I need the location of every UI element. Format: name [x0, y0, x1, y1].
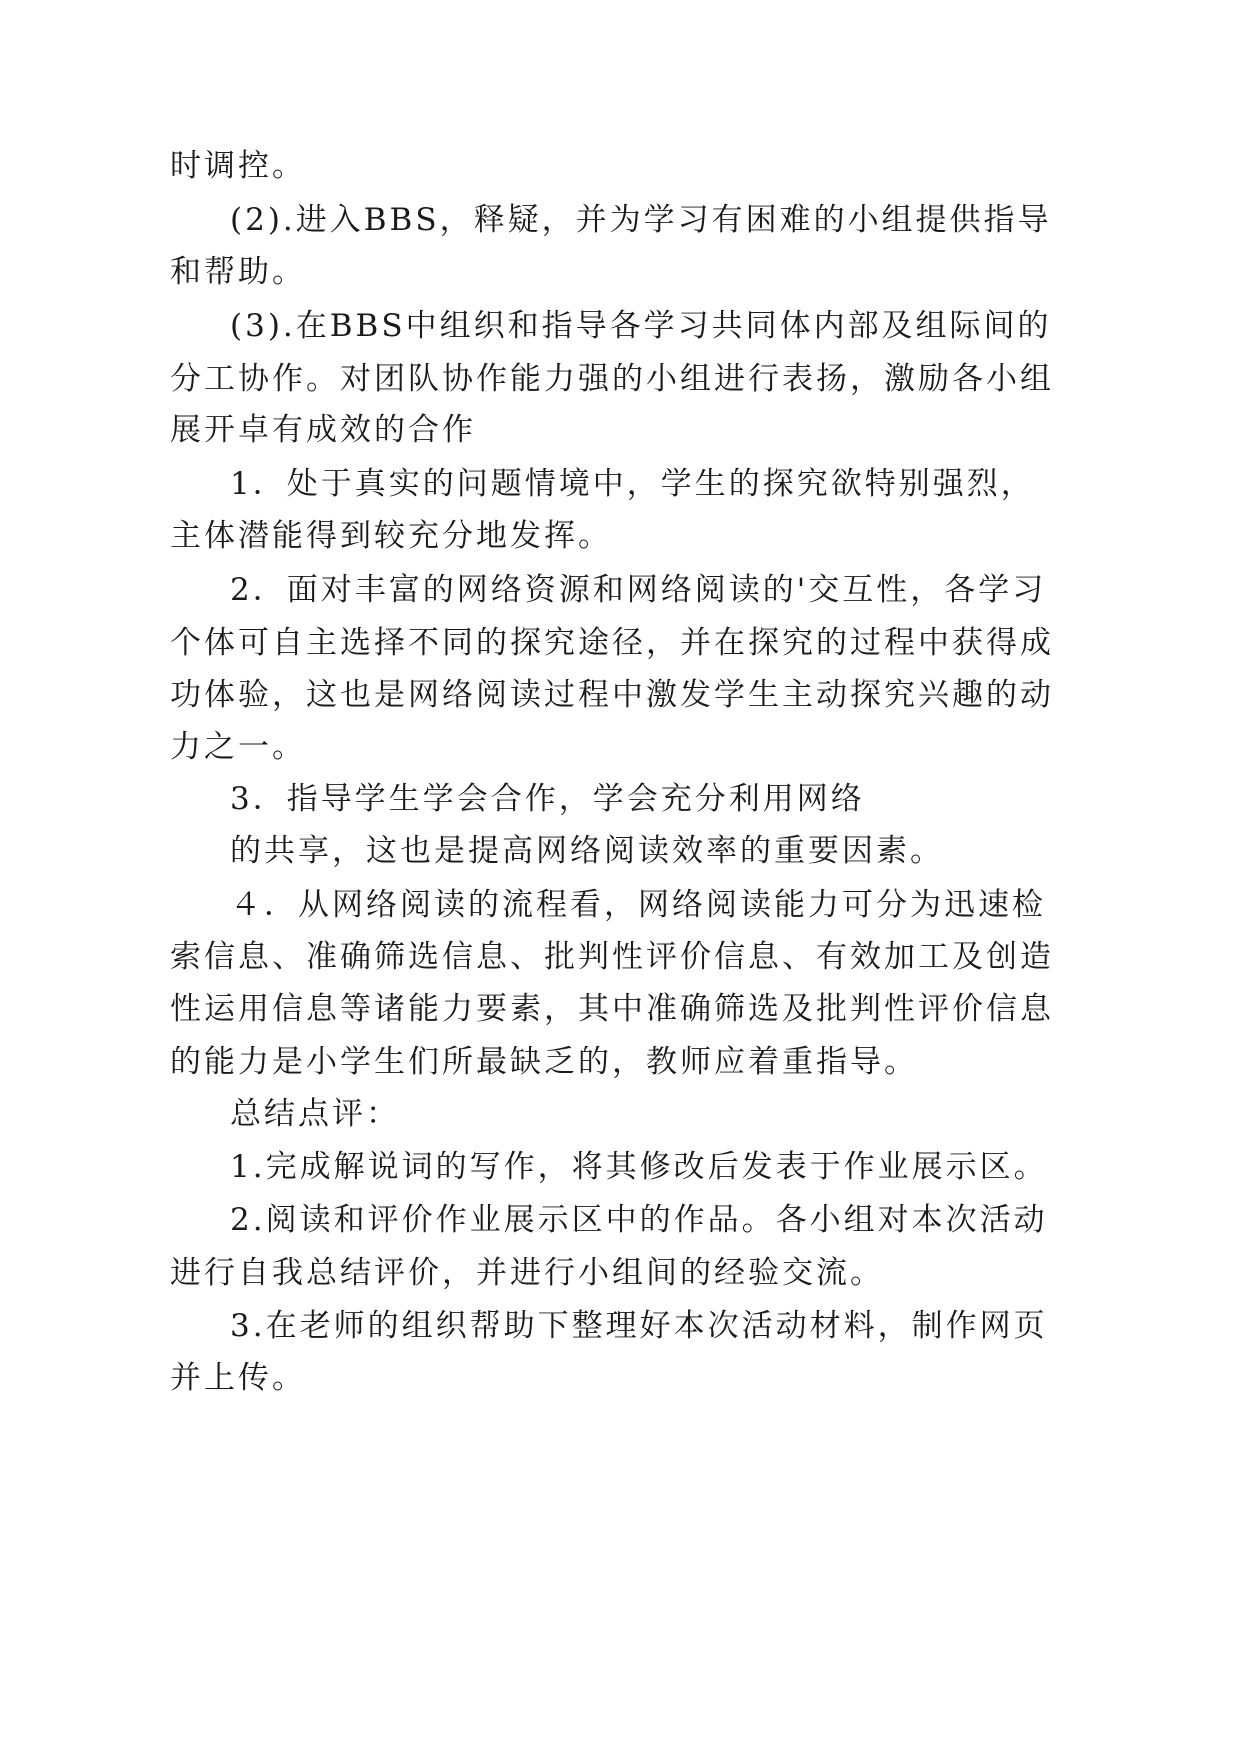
text-line: 展开卓有成效的合作 — [170, 412, 476, 448]
text-line: 的能力是小学生们所最缺乏的，教师应着重指导。 — [170, 1044, 918, 1080]
text-line: 2．面对丰富的网络资源和网络阅读的'交互性，各学习 — [230, 572, 1047, 608]
text-line: 时调控。 — [170, 148, 306, 184]
text-line: 性运用信息等诸能力要素，其中准确筛选及批判性评价信息 — [170, 991, 1054, 1027]
text-line: 功体验，这也是网络阅读过程中激发学生主动探究兴趣的动 — [170, 677, 1054, 713]
text-line: 和帮助。 — [170, 254, 306, 290]
text-line: 主体潜能得到较充分地发挥。 — [170, 518, 612, 554]
text-line: 分工协作。对团队协作能力强的小组进行表扬，激励各小组 — [170, 361, 1054, 397]
text-line: 进行自我总结评价，并进行小组间的经验交流。 — [170, 1255, 884, 1291]
text-line: 个体可自主选择不同的探究途径，并在探究的过程中获得成 — [170, 625, 1054, 661]
text-line: 2.阅读和评价作业展示区中的作品。各小组对本次活动 — [230, 1202, 1048, 1238]
text-line: 总结点评： — [230, 1096, 400, 1132]
text-line: 索信息、准确筛选信息、批判性评价信息、有效加工及创造 — [170, 939, 1054, 975]
text-line: (3).在BBS中组织和指导各学习共同体内部及组际间的 — [230, 308, 1052, 344]
text-line: 1．处于真实的问题情境中，学生的探究欲特别强烈， — [230, 466, 1035, 502]
text-line: 力之一。 — [170, 729, 306, 765]
text-line: ４．从网络阅读的流程看，网络阅读能力可分为迅速检 — [230, 887, 1046, 923]
text-line: 1.完成解说词的写作，将其修改后发表于作业展示区。 — [230, 1149, 1048, 1185]
text-line: 并上传。 — [170, 1360, 306, 1396]
text-line: 的共享，这也是提高网络阅读效率的重要因素。 — [230, 833, 944, 869]
text-line: 3．指导学生学会合作，学会充分利用网络 — [230, 781, 865, 817]
text-line: (2).进入BBS，释疑，并为学习有困难的小组提供指导 — [230, 202, 1052, 238]
text-line: 3.在老师的组织帮助下整理好本次活动材料，制作网页 — [230, 1308, 1048, 1344]
